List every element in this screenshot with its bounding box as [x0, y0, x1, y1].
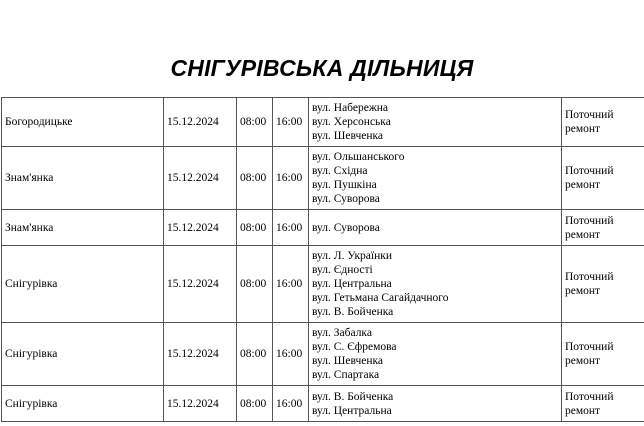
work-type-cell — [562, 386, 644, 422]
date-cell: 15.12.2024 — [164, 246, 237, 323]
page-title: СНІГУРІВСЬКА ДІЛЬНИЦЯ — [170, 55, 474, 81]
streets-cell — [309, 98, 562, 147]
street-line: вул. В. Бойченка — [312, 390, 394, 403]
work-type-cell — [562, 323, 644, 386]
table-row — [2, 246, 644, 323]
outage-schedule-table — [1, 97, 644, 422]
street-line: вул. Забалка — [312, 327, 372, 339]
table-row — [2, 210, 644, 246]
work-type-line: Поточний — [565, 165, 614, 177]
settlement-cell: Богородицьке — [2, 98, 164, 147]
end-time-cell: 16:00 — [273, 98, 309, 147]
streets-cell — [309, 323, 562, 386]
end-time-cell: 16:00 — [273, 147, 309, 210]
street-line: вул. Суворова — [312, 221, 380, 234]
start-time-cell: 08:00 — [237, 246, 273, 323]
start-time-cell: 08:00 — [237, 210, 273, 246]
start-time-cell: 08:00 — [237, 98, 273, 147]
work-type-line: Поточний — [565, 109, 614, 121]
street-line: вул. С. Єфремова — [312, 341, 397, 353]
street-line: вул. В. Бойченка — [312, 306, 394, 318]
work-type-cell — [562, 210, 644, 246]
street-line: вул. Л. Українки — [312, 250, 392, 262]
street-line: вул. Шевченка — [312, 130, 384, 142]
street-line: вул. Спартака — [312, 369, 380, 381]
table-row — [2, 323, 644, 386]
work-type-line: ремонт — [565, 285, 601, 297]
settlement-cell: Снігурівка — [2, 323, 164, 386]
table-row — [2, 98, 644, 147]
street-line: вул. Набережна — [312, 102, 389, 114]
table-row — [2, 147, 644, 210]
street-line: вул. Центральна — [312, 278, 392, 290]
date-cell: 15.12.2024 — [164, 147, 237, 210]
street-line: вул. Єдності — [312, 264, 373, 276]
date-cell: 15.12.2024 — [164, 323, 237, 386]
settlement-cell: Знам'янка — [2, 210, 164, 246]
streets-cell — [309, 210, 562, 246]
work-type-line: Поточний — [565, 341, 614, 353]
work-type-line: Поточний — [565, 390, 614, 403]
end-time-cell: 16:00 — [273, 246, 309, 323]
work-type-line: ремонт — [565, 179, 601, 191]
work-type-cell — [562, 147, 644, 210]
work-type-line: ремонт — [565, 404, 601, 417]
streets-cell — [309, 386, 562, 422]
settlement-cell: Снігурівка — [2, 246, 164, 323]
start-time-cell: 08:00 — [237, 323, 273, 386]
work-type-line: ремонт — [565, 355, 601, 367]
date-cell: 15.12.2024 — [164, 386, 237, 422]
streets-cell — [309, 147, 562, 210]
end-time-cell: 16:00 — [273, 323, 309, 386]
work-type-cell — [562, 246, 644, 323]
street-line: вул. Східна — [312, 165, 368, 177]
work-type-line: ремонт — [565, 123, 601, 135]
street-line: вул. Центральна — [312, 404, 392, 417]
streets-cell — [309, 246, 562, 323]
work-type-line: Поточний — [565, 271, 614, 283]
table-row — [2, 386, 644, 422]
street-line: вул. Херсонська — [312, 116, 391, 128]
start-time-cell: 08:00 — [237, 147, 273, 210]
street-line: вул. Гетьмана Сагайдачного — [312, 292, 449, 304]
work-type-line: Поточний — [565, 214, 614, 227]
end-time-cell: 16:00 — [273, 210, 309, 246]
settlement-cell: Знам'янка — [2, 147, 164, 210]
date-cell: 15.12.2024 — [164, 98, 237, 147]
date-cell: 15.12.2024 — [164, 210, 237, 246]
settlement-cell: Снігурівка — [2, 386, 164, 422]
street-line: вул. Суворова — [312, 193, 380, 205]
start-time-cell: 08:00 — [237, 386, 273, 422]
end-time-cell: 16:00 — [273, 386, 309, 422]
street-line: вул. Шевченка — [312, 355, 384, 367]
street-line: вул. Пушкіна — [312, 179, 377, 191]
work-type-cell — [562, 98, 644, 147]
work-type-line: ремонт — [565, 228, 601, 241]
street-line: вул. Ольшанського — [312, 151, 405, 163]
